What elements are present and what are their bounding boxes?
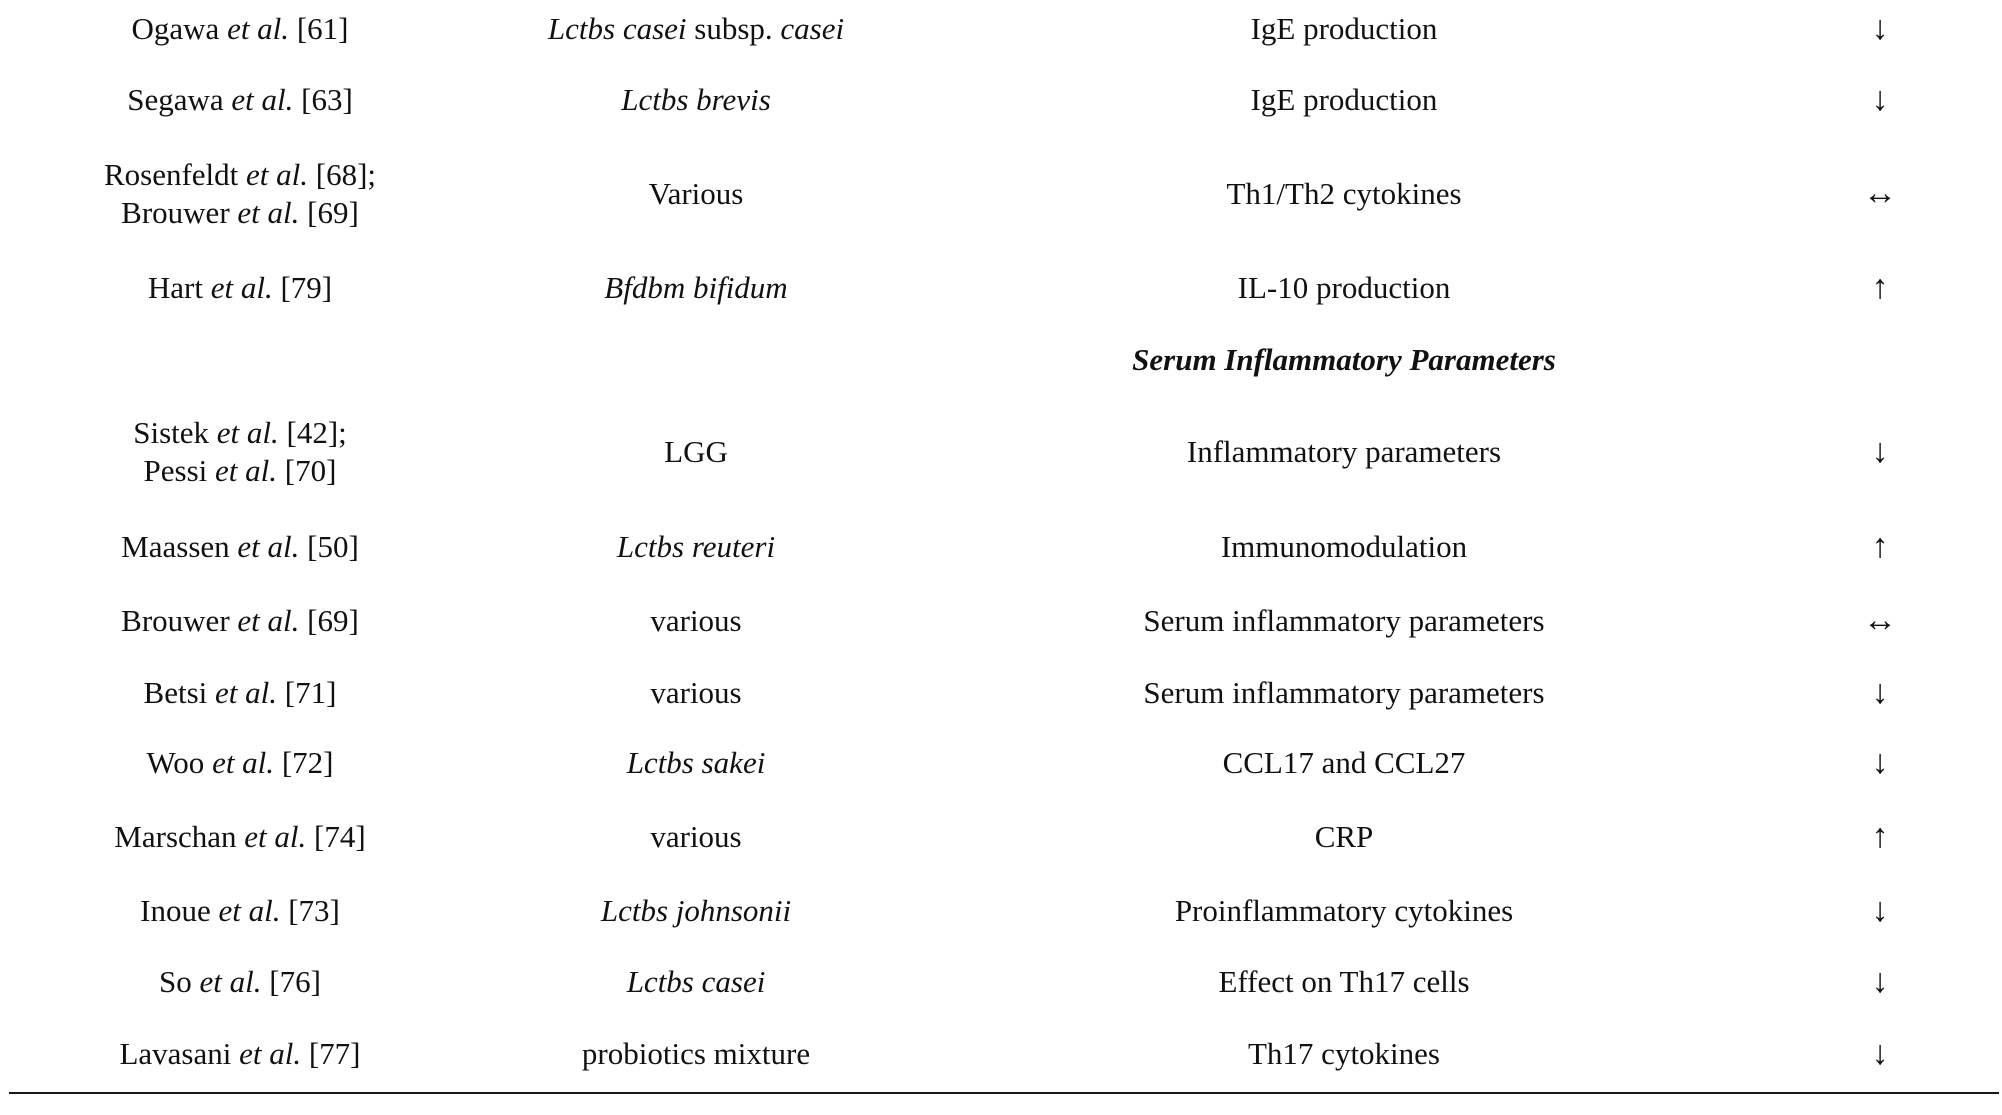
text-run: [63] [293, 82, 353, 117]
strain-cell [496, 10, 896, 48]
text-run: Lctbs casei [547, 11, 687, 46]
parameter-cell: Serum inflammatory parameters [1143, 603, 1545, 638]
strain-cell [496, 744, 896, 782]
text-run: [73] [280, 893, 340, 928]
effect-arrow-icon: ↑ [1871, 269, 1889, 306]
cell-line [496, 175, 896, 213]
text-run: et al. [218, 893, 281, 928]
parameter-cell: CCL17 and CCL27 [1222, 745, 1466, 780]
strain-cell [496, 269, 896, 307]
parameter-cell: Serum inflammatory parameters [1143, 675, 1545, 710]
cell-line [496, 81, 896, 119]
text-run: Maassen [121, 529, 238, 564]
cell-line [496, 433, 896, 471]
text-run: et al. [215, 675, 278, 710]
text-run: [79] [272, 270, 333, 305]
text-run: [68]; [308, 157, 377, 192]
effect-arrow-icon: ↓ [1871, 674, 1889, 711]
cell-line [496, 10, 896, 48]
text-run: Brouwer [121, 603, 238, 638]
table-row [0, 892, 2002, 930]
text-run: Ogawa [131, 11, 228, 46]
text-run: et al. [237, 195, 300, 230]
text-run: So [159, 964, 200, 999]
table-row [0, 414, 2002, 490]
cell-line [496, 528, 896, 566]
text-run: various [650, 603, 742, 638]
text-run: et al. [199, 964, 262, 999]
text-run: et al. [215, 453, 278, 488]
study-cell [40, 414, 440, 490]
section-title: Serum Inflammatory Parameters [1132, 342, 1556, 377]
parameter-cell: IgE production [1250, 82, 1438, 117]
effect-arrow-icon: ↓ [1871, 1035, 1889, 1072]
study-cell [40, 963, 440, 1001]
text-run: Lctbs sakei [626, 745, 766, 780]
effect-arrow-icon: ↔ [1863, 175, 1897, 212]
parameter-cell: Effect on Th17 cells [1218, 964, 1470, 999]
strain-cell [496, 602, 896, 640]
table-row [0, 528, 2002, 566]
strain-cell [496, 175, 896, 213]
cell-line [40, 818, 440, 856]
effect-arrow-icon: ↔ [1863, 602, 1897, 639]
cell-line [496, 1035, 896, 1073]
text-run: Woo [146, 745, 213, 780]
study-cell [40, 81, 440, 119]
text-run: et al. [246, 157, 309, 192]
text-run: Rosenfeldt [103, 157, 247, 192]
text-run: various [650, 675, 742, 710]
table-row [0, 744, 2002, 782]
text-run: [50] [299, 529, 359, 564]
parameter-cell: Th17 cytokines [1248, 1036, 1440, 1071]
table-row [0, 674, 2002, 712]
effect-arrow-icon: ↓ [1871, 433, 1889, 470]
text-run: [70] [277, 453, 337, 488]
text-run: Lctbs johnsonii [600, 893, 792, 928]
cell-line [496, 744, 896, 782]
strain-cell [496, 528, 896, 566]
text-run: probiotics mixture [581, 1036, 811, 1071]
study-cell [40, 10, 440, 48]
cell-line [40, 414, 440, 452]
table-row [0, 156, 2002, 232]
text-run: various [650, 819, 742, 854]
text-run: Brouwer [121, 195, 238, 230]
study-cell [40, 818, 440, 856]
text-run: et al. [237, 603, 300, 638]
text-run: et al. [231, 82, 294, 117]
strain-cell [496, 81, 896, 119]
parameter-cell: Th1/Th2 cytokines [1226, 176, 1462, 211]
text-run: casei [780, 11, 845, 46]
cell-line [40, 963, 440, 1001]
text-run: Pessi [143, 453, 216, 488]
text-run: subsp. [686, 11, 781, 46]
text-run: Lctbs brevis [621, 82, 771, 117]
cell-line [40, 452, 440, 490]
parameter-cell: Immunomodulation [1220, 529, 1468, 564]
study-cell [40, 674, 440, 712]
effect-arrow-icon: ↓ [1871, 10, 1889, 47]
study-cell [40, 1035, 440, 1073]
text-run: [69] [299, 195, 359, 230]
table-row [0, 963, 2002, 1001]
effect-arrow-icon: ↑ [1871, 528, 1889, 565]
study-cell [40, 269, 440, 307]
text-run: Hart [147, 270, 211, 305]
text-run: [77] [301, 1036, 361, 1071]
strain-cell [496, 433, 896, 471]
cell-line [40, 528, 440, 566]
text-run: LGG [664, 434, 728, 469]
study-cell [40, 156, 440, 232]
table-row [0, 10, 2002, 48]
cell-line [40, 1035, 440, 1073]
study-cell [40, 892, 440, 930]
cell-line [40, 194, 440, 232]
cell-line [496, 892, 896, 930]
table-row [0, 602, 2002, 640]
cell-line [40, 10, 440, 48]
table-row [0, 1035, 2002, 1073]
text-run: Lavasani [119, 1036, 240, 1071]
text-run: Lctbs reuteri [616, 529, 776, 564]
text-run: et al. [227, 11, 290, 46]
text-run: Various [648, 176, 744, 211]
text-run: [71] [277, 675, 337, 710]
parameter-cell: Inflammatory parameters [1186, 434, 1502, 469]
text-run: Inoue [140, 893, 219, 928]
study-cell [40, 744, 440, 782]
cell-line [496, 963, 896, 1001]
text-run: [76] [261, 964, 321, 999]
text-run: et al. [244, 819, 307, 854]
effect-arrow-icon: ↓ [1871, 744, 1889, 781]
effect-arrow-icon: ↓ [1871, 892, 1889, 929]
study-cell [40, 602, 440, 640]
text-run: Bfdbm bifidum [604, 270, 788, 305]
text-run: Segawa [127, 82, 232, 117]
cell-line [496, 269, 896, 307]
text-run: et al. [237, 529, 300, 564]
text-run: et al. [210, 270, 273, 305]
text-run: et al. [239, 1036, 302, 1071]
strain-cell [496, 963, 896, 1001]
cell-line [40, 744, 440, 782]
strain-cell [496, 818, 896, 856]
cell-line [496, 602, 896, 640]
table-bottom-rule [9, 1092, 1999, 1094]
strain-cell [496, 674, 896, 712]
cell-line [40, 674, 440, 712]
text-run: Betsi [143, 675, 216, 710]
cell-line [40, 269, 440, 307]
parameter-cell: Proinflammatory cytokines [1174, 893, 1514, 928]
table-row [0, 818, 2002, 856]
effect-arrow-icon: ↑ [1871, 818, 1889, 855]
text-run: [74] [306, 819, 366, 854]
strain-cell [496, 892, 896, 930]
effect-arrow-icon: ↓ [1871, 81, 1889, 118]
text-run: [69] [299, 603, 359, 638]
parameter-cell: IL-10 production [1237, 270, 1451, 305]
text-run: Lctbs casei [626, 964, 766, 999]
cell-line [40, 892, 440, 930]
cell-line [496, 818, 896, 856]
text-run: [61] [289, 11, 349, 46]
table-row [0, 269, 2002, 307]
text-run: et al. [212, 745, 275, 780]
cell-line [40, 156, 440, 194]
cell-line [496, 674, 896, 712]
study-cell [40, 528, 440, 566]
cell-line [40, 602, 440, 640]
cell-line [40, 81, 440, 119]
strain-cell [496, 1035, 896, 1073]
table-row [0, 81, 2002, 119]
text-run: Sistek [133, 415, 217, 450]
parameter-cell: IgE production [1250, 11, 1438, 46]
effect-arrow-icon: ↓ [1871, 963, 1889, 1000]
text-run: Marschan [114, 819, 245, 854]
parameter-cell: CRP [1314, 819, 1374, 854]
text-run: et al. [216, 415, 279, 450]
text-run: [72] [274, 745, 334, 780]
text-run: [42]; [278, 415, 347, 450]
